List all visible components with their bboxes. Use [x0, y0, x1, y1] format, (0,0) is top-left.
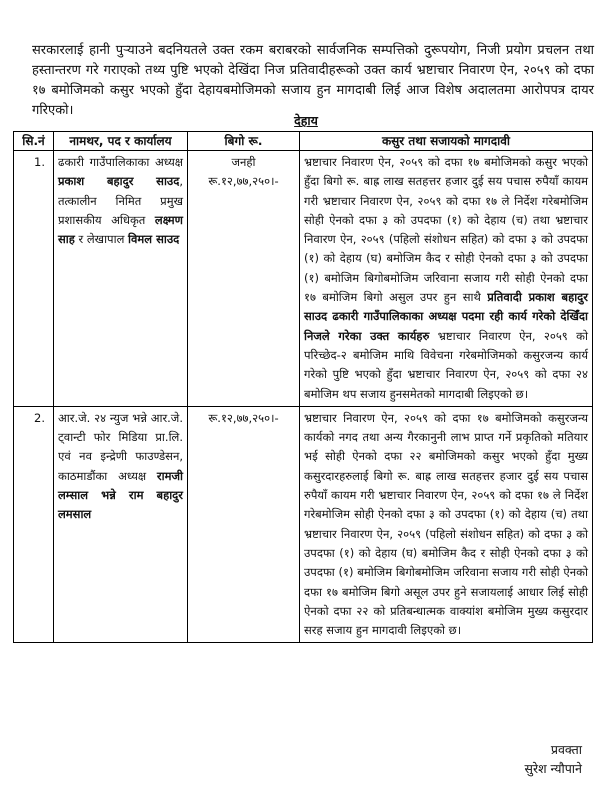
section-title — [0, 112, 612, 129]
amount-line: रू.१२,७७,२५०।- — [208, 410, 279, 425]
text: र लेखापाल — [74, 232, 129, 247]
text: ढकारी गाउँपालिकाका अध्यक्ष — [58, 155, 183, 169]
header-charge: कसुर तथा सजायको मागदावी — [300, 132, 593, 151]
cell-name — [54, 151, 188, 407]
table-row — [14, 406, 593, 643]
bold-text: प्रकाश बहादुर साउद — [58, 174, 180, 189]
intro-paragraph: सरकारलाई हानी पुऱ्याउने बदनियतले उक्त रकम बराबरको सार्वजनिक सम्पत्तिको दुरूपयोग, निजी प्रयोग प्रचलन तथा हस्तान्तरण गरे गराएको तथ्य पुष्टि भएको देखिंदा निज प्रतिवादीहरूको उक्त कार्य भ्रष्टाचार निवारण ऐन, २०५९ को दफा १७ बमोजिमको कसुर भएको हुँदा देहायबमोजिमको सजाय हुन मागदाबी लिई आज विशेष अदालतमा आरोपपत्र दायर गरिएको। — [32, 43, 594, 118]
header-name: नामथर, पद र कार्यालय — [54, 132, 188, 151]
bold-text: लक्ष्मण साह — [58, 212, 183, 247]
signature-name: सुरेश न्यौपाने — [524, 761, 582, 776]
text: आर.जे. २४ न्युज भन्ने आर.जे. ट्वान्टी फोर मिडिया प्रा.लि. एवं नव इन्द्रेणी फाउण्डेसन, काठमाडौंका अध्यक्ष — [58, 410, 183, 483]
amount-line: रू.१२,७७,२५०।- — [208, 174, 279, 189]
amount-line: जनही — [231, 155, 256, 169]
bold-text: विमल साउद — [128, 232, 180, 247]
text: भ्रष्टाचार निवारण ऐन, २०५९ को दफा १७ बमोजिमको कसुर भएको हुँदा बिगो रू. बाह्र लाख सतहत्तर हजार दुई सय पचास रुपैयाँ कायम गरी भ्रष्टाचार निवारण ऐन, २०५९ को दफा १७ ले निर्देश गरेबमोजिम सोही ऐनको दफा ३ को उपदफा (१) को देहाय (च) तथा भ्रष्टाचार निवारण ऐन, २०५९ (पहिलो संशोधन सहित) को दफा ३ को उपदफा (१) को देहाय (घ) बमोजिम कैद र सोही ऐनको दफा ३ को उपदफा (१) बमोजिम बिगोबमोजिम जरिवाना सजाय गरी सोही ऐनको दफा १७ बमोजिम बिगो असुल उपर हुन साथै — [304, 155, 588, 305]
text: , तत्कालीन निमित प्रमुख प्रशासकीय अधिकृत — [58, 174, 183, 227]
table-row — [14, 151, 593, 407]
section-title-text: देहाय — [294, 113, 318, 128]
header-serial: सि.नं — [14, 132, 54, 151]
cell-serial — [14, 406, 54, 643]
signature-block — [525, 740, 583, 778]
bold-text: प्रतिवादी प्रकाश बहादुर साउद ढकारी गाउँपालिकाका अध्यक्ष पदमा रही कार्य गरेको देखिँदा निजले गरेका उक्त कार्यहरु — [304, 290, 588, 343]
charges-table — [13, 131, 593, 643]
text: भ्रष्टाचार निवारण ऐन, २०५९ को दफा १७ बमोजिमको कसुरजन्य कार्यको नगद तथा अन्य गैरकानुनी लाभ प्राप्त गर्ने प्रकृतिको मतियार भई सोही ऐनको दफा २२ बमोजिमको कसुर भएको हुँदा मुख्य कसुरदारहरुलाई बिगो रू. बाह्र लाख सतहत्तर हजार दुई सय पचास रुपैयाँ कायम गरी भ्रष्टाचार निवारण ऐन, २०५९ को दफा १७ ले निर्देश गरेबमोजिम सोही ऐनको दफा ३ को उपदफा (१) को देहाय (च) तथा भ्रष्टाचार निवारण ऐन, २०५९ (पहिलो संशोधन सहित) को दफा ३ को उपदफा (१) को देहाय (घ) बमोजिम कैद र सोही ऐनको दफा ३ को उपदफा (१) बमोजिम बिगोबमोजिम जरिवाना सजाय गरी सोही ऐनको दफा १७ बमोजिम बिगो असूल उपर हुने सजायलाई आधार लिई सोही ऐनको दफा २२ को प्रतिबन्धात्मक वाक्यांश बमोजिम मुख्य कसुरदार सरह सजाय हुन मागदावी लिइएको छ। — [304, 410, 588, 638]
cell-charge — [300, 151, 593, 407]
cell-serial — [14, 151, 54, 407]
signature-title: प्रवक्ता — [550, 742, 582, 757]
serial-number: 2. — [34, 410, 45, 425]
cell-amount — [188, 406, 300, 643]
text: भ्रष्टाचार निवारण ऐन, २०५९ को परिच्छेद-२ बमोजिम माथि विवेचना गरेबमोजिमको कसुरजन्य कार्य गरेको पुष्टि भएको हुँदा भ्रष्टाचार निवारण ऐन, २०५९ को दफा २४ बमोजिम थप सजाय हुनसमेतको मागदाबी लिइएको छ। — [304, 328, 588, 401]
header-amount: बिगो रू. — [188, 132, 300, 151]
bold-text: रामजी लम्साल भन्ने राम बहादुर लमसाल — [58, 468, 183, 522]
serial-number: 1. — [34, 155, 45, 169]
cell-charge — [300, 406, 593, 643]
table-header-row — [14, 132, 593, 151]
cell-name — [54, 406, 188, 643]
cell-amount — [188, 151, 300, 407]
